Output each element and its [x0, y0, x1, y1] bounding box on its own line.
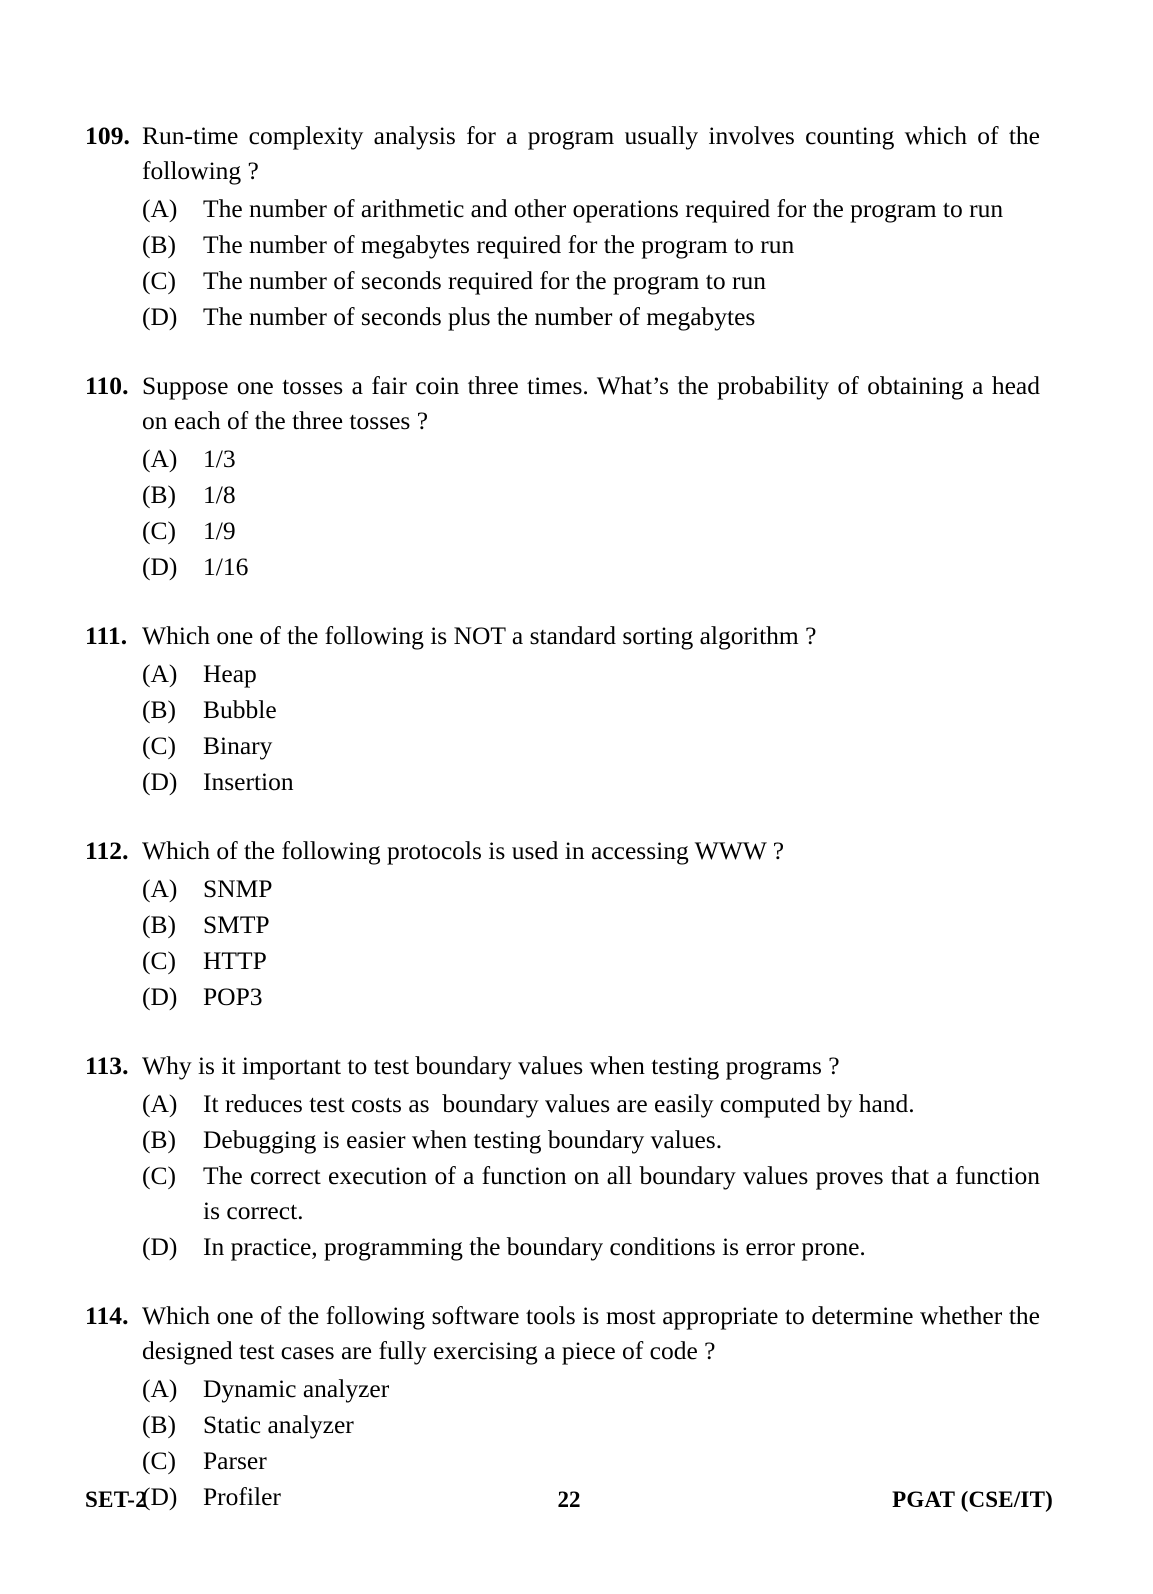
option-row[interactable]: [85, 692, 1040, 727]
question-number: 109.: [85, 121, 131, 150]
option-text: Static analyzer: [203, 1410, 354, 1439]
option-text: SMTP: [203, 910, 270, 939]
option-text: HTTP: [203, 946, 267, 975]
option-row[interactable]: [85, 1229, 1040, 1264]
question-heading: [85, 833, 1040, 868]
question-heading: [85, 618, 1040, 653]
option-text: The correct execution of a function on all boundary values proves that a function is correct.: [203, 1161, 1047, 1225]
option-label: (B): [142, 230, 176, 259]
options-list: [85, 191, 1040, 334]
option-label: (D): [142, 767, 178, 796]
option-row[interactable]: [85, 1158, 1047, 1228]
option-row[interactable]: [85, 513, 1040, 548]
option-row[interactable]: [85, 1122, 1040, 1157]
option-label: (C): [142, 516, 176, 545]
option-label: (B): [142, 1410, 176, 1439]
option-label: (D): [142, 302, 178, 331]
options-list: [85, 871, 1040, 1014]
option-row[interactable]: [85, 656, 1040, 691]
option-row[interactable]: [85, 1443, 1040, 1478]
question-text: Why is it important to test boundary values when testing programs ?: [142, 1051, 840, 1080]
options-list: [85, 656, 1040, 799]
question-text: Which one of the following software tools is most appropriate to determine whether the designed test cases are fully exercising a piece of code ?: [142, 1301, 1047, 1365]
question-number: 111.: [85, 621, 128, 650]
options-list: [85, 441, 1040, 584]
option-row[interactable]: [85, 549, 1040, 584]
option-label: (B): [142, 480, 176, 509]
option-label: (D): [142, 552, 178, 581]
footer-exam-label: PGAT (CSE/IT): [892, 1487, 1053, 1512]
option-label: (A): [142, 659, 178, 688]
option-text: POP3: [203, 982, 263, 1011]
option-label: (D): [142, 982, 178, 1011]
option-label: (C): [142, 1446, 176, 1475]
option-row[interactable]: [85, 1371, 1040, 1406]
option-label: (B): [142, 910, 176, 939]
question-number: 113.: [85, 1051, 129, 1080]
option-text: SNMP: [203, 874, 273, 903]
option-row[interactable]: [85, 764, 1040, 799]
option-row[interactable]: [85, 1407, 1040, 1442]
option-label: (A): [142, 194, 178, 223]
option-label: (C): [142, 266, 176, 295]
option-text: 1/16: [203, 552, 249, 581]
option-text: Debugging is easier when testing boundary values.: [203, 1125, 723, 1154]
option-row[interactable]: [85, 871, 1040, 906]
question-heading: [85, 1048, 1040, 1083]
question-heading: [85, 118, 1047, 188]
option-label: (A): [142, 1089, 178, 1118]
footer-page-number: 22: [557, 1487, 581, 1512]
option-label: (A): [142, 874, 178, 903]
option-label: (A): [142, 1374, 178, 1403]
question-text: Which of the following protocols is used in accessing WWW ?: [142, 836, 785, 865]
option-text: Insertion: [203, 767, 294, 796]
option-row[interactable]: [85, 299, 1040, 334]
question-heading: [85, 368, 1047, 438]
question-text: Suppose one tosses a fair coin three times. What’s the probability of obtaining a head on each of the three tosses ?: [142, 371, 1047, 435]
option-text: Heap: [203, 659, 257, 688]
option-label: (D): [142, 1482, 178, 1511]
option-row[interactable]: [85, 263, 1040, 298]
option-text: 1/8: [203, 480, 236, 509]
option-label: (C): [142, 946, 176, 975]
option-row[interactable]: [85, 979, 1040, 1014]
option-text: It reduces test costs as boundary values are easily computed by hand.: [203, 1089, 915, 1118]
option-text: The number of seconds required for the program to run: [203, 266, 766, 295]
option-text: Bubble: [203, 695, 277, 724]
question-block-109: [85, 118, 1047, 334]
option-label: (D): [142, 1232, 178, 1261]
question-text: Which one of the following is NOT a standard sorting algorithm ?: [142, 621, 817, 650]
question-text: Run-time complexity analysis for a program usually involves counting which of the following ?: [142, 121, 1047, 185]
question-block-110: [85, 368, 1047, 584]
options-list: [85, 1086, 1047, 1264]
option-text: Binary: [203, 731, 273, 760]
option-row[interactable]: [85, 477, 1040, 512]
question-number: 110.: [85, 371, 129, 400]
option-text: 1/3: [203, 444, 236, 473]
page-footer: [85, 1487, 1053, 1513]
option-row[interactable]: [85, 728, 1040, 763]
footer-set-label: SET-2: [85, 1487, 148, 1512]
option-text: In practice, programming the boundary conditions is error prone.: [203, 1232, 866, 1261]
option-label: (C): [142, 1161, 176, 1190]
option-text: 1/9: [203, 516, 236, 545]
option-text: The number of megabytes required for the program to run: [203, 230, 795, 259]
option-text: Dynamic analyzer: [203, 1374, 390, 1403]
question-block-113: [85, 1048, 1047, 1264]
questions-container: [85, 118, 1047, 1514]
option-label: (C): [142, 731, 176, 760]
question-number: 112.: [85, 836, 129, 865]
question-block-114: [85, 1298, 1047, 1514]
option-label: (B): [142, 1125, 176, 1154]
option-text: The number of arithmetic and other operations required for the program to run: [203, 194, 1004, 223]
option-text: Parser: [203, 1446, 267, 1475]
option-text: Profiler: [203, 1482, 281, 1511]
option-text: The number of seconds plus the number of megabytes: [203, 302, 756, 331]
question-block-111: [85, 618, 1040, 799]
option-label: (A): [142, 444, 178, 473]
option-row[interactable]: [85, 191, 1040, 226]
option-row[interactable]: [85, 227, 1040, 262]
option-row[interactable]: [85, 907, 1040, 942]
question-number: 114.: [85, 1301, 129, 1330]
option-label: (B): [142, 695, 176, 724]
option-row[interactable]: [85, 943, 1040, 978]
option-row[interactable]: [85, 1086, 1040, 1121]
question-block-112: [85, 833, 1040, 1014]
option-row[interactable]: [85, 441, 1040, 476]
question-heading: [85, 1298, 1047, 1368]
